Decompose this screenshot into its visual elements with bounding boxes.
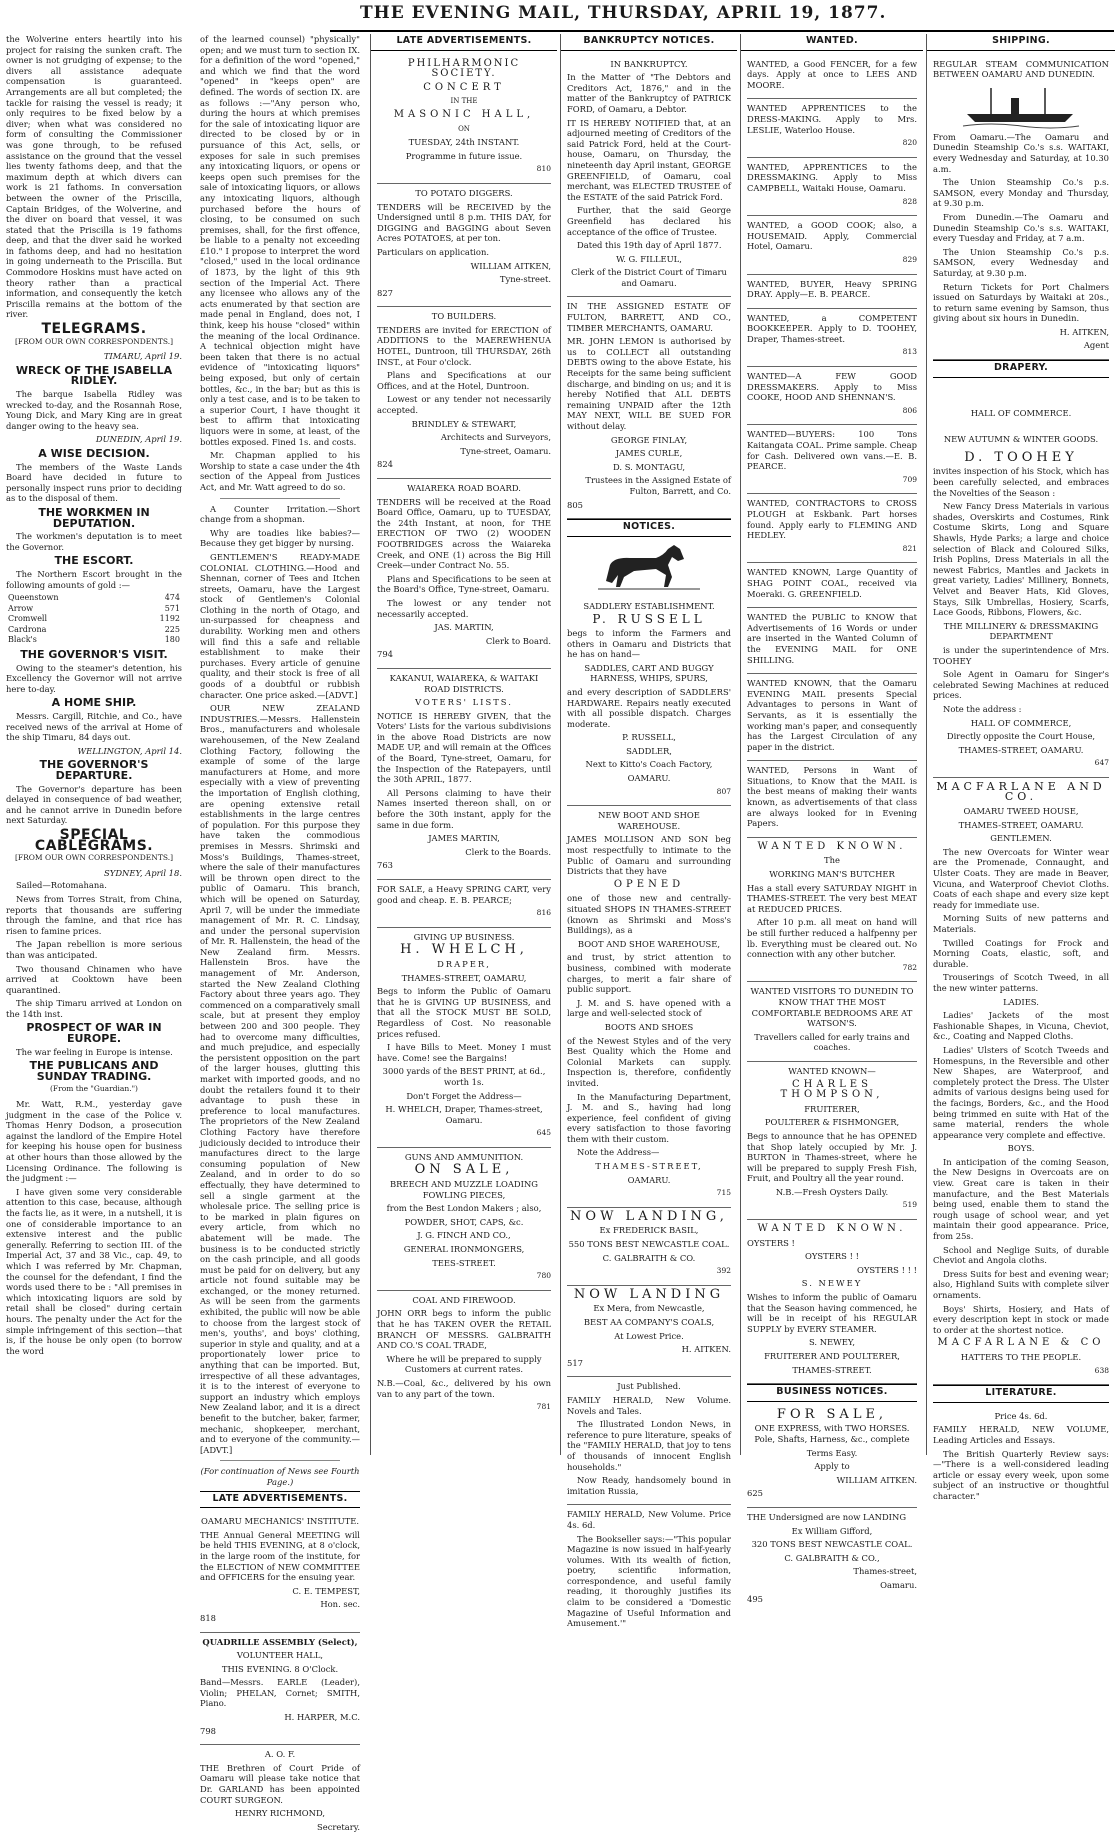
article-text: OUR NEW ZEALAND INDUSTRIES.—Messrs. Hallenstein Bros., manufacturers and wholesale warehousemen, of the New Zealand Clothing Factory, following the example of some of the large manufacturers at Home, and more especially with a view of preventing the importation of English clothing, are opening extensive retail establishments in the large centres of population. For this purpose they have taken the commodious premises in Messrs. Shrimski and Moss's Buildings, Thames-street, where the sale of their manufactures will be thrown open direct to the public of Oamaru. This branch, which will be opened on Saturday, April 7, will be under the immediate management of Mr. R. C. Lindsay, and under the personal supervision of Mr. R. Hallenstein, the head of the New Zealand firm. Messrs. Hallenstein Bros. have the management of Mr. Anderson, started the New Zealand Clothing Factory about three years ago. They commenced on a comparatively small scale, but at present they employ between 200 and 300 people. They had to overcome many difficulties, and much prejudice, and especially the persistent opposition on the part of the larger houses, glutting this market with imported goods, and no doubt the retailers found it to their advantage to push these in preference to local manufactures. The proprietors of the New Zealand Clothing Factory have therefore judiciously decided to introduce their manufactures direct to the large consuming population of New Zealand, and in order to do so effectually, they have determined to sell a single garment at the wholesale price. The selling price is to be marked in plain figures on every article, from which no abatement will be made. The business is to be conducted strictly on the cash principle, and all goods must be paid for on delivery, but any article not found suitable may be exchanged, or the money returned. As will be seen from the garments exhibited, the public will now be able to choose from the largest stock of men's, youths', and boys' clothing, superior in style and quality, and at a proportionately lower price to anything that can be imported. But, irrespective of all these advantages, it is to the interest of everyone to support an industry which employs New Zealand labor, and it is a direct benefit to the butcher, baker, farmer, mechanic, shopkeeper, merchant, and to everyone of the community.—[ADVT.] (200, 703, 360, 1455)
section-heading: DRAPERY. (933, 360, 1109, 378)
table-row: Queenstown 474 (8, 593, 180, 603)
advertisement: HALL OF COMMERCE. NEW AUTUMN & WINTER GOODS. D. TOOHEY invites inspection of his Stock, which has been carefully selected, and embraces the Novelties of the Season : New Fancy Dress Materials in various shades, Overskirts and Costumes, Rink Costume Skirts, Long and Square Shawls, Hyde Parks; a large and choice selection of Black and Coloured Silks, Irish Poplins, Dress Materials in all the newest Fabrics, Mantles and Jackets in great variety, Ladies' Millinery, Bonnets, Velvet and Beaver Hats, Kid Gloves, Stays, Silk Umbrellas, Hosiery, Scarfs, Lace Goods, Ribbons, Flowers, &c. THE MILLINERY & DRESSMAKING DEPARTMENT is under the superintendence of Mrs. TOOHEY Sole Agent in Oamaru for Singer's celebrated Sewing Machines at reduced prices. Note the address : HALL OF COMMERCE, Directly opposite the Court House, THAMES-STREET, OAMARU. 647 (933, 382, 1109, 778)
article-text: The barque Isabella Ridley was wrecked to-day, and the Rosannah Rose, Young Dick, and Mary King are in great danger owing to the heavy sea. (6, 389, 182, 431)
headline: THE GOVERNOR'S DEPARTURE. (39, 758, 149, 782)
advertisement: WANTED KNOWN. The WORKING MAN'S BUTCHER Has a stall every SATURDAY NIGHT in THAMES-STREET. The very best MEAT at REDUCED PRICES. After 10 p.m. all meat on hand will be still further reduced a halfpenny per lb. Everything must be cleared out. No connection with any other butcher. 782 (747, 838, 917, 983)
escort-gold-table (6, 593, 182, 646)
section-heading: WANTED. (741, 34, 923, 51)
advertisement: COAL AND FIREWOOD. JOHN ORR begs to inform the public that he has TAKEN OVER the RETAIL BRANCH OF MESSRS. GALBRAITH AND CO.'S COAL TRADE, Where he will be prepared to supply Customers at current rates. N.B.—Coal, &c., delivered by his own van to any part of the town. 781 (377, 1294, 551, 1412)
article-text: The war feeling in Europe is intense. (16, 1046, 173, 1057)
advertisement: KAKANUI, WAIAREKA, & WAITAKI ROAD DISTRICTS. VOTERS' LISTS. NOTICE IS HEREBY GIVEN, that the Voters' Lists for the various subdivisions in the above Road Districts are now MADE UP, and will remain at the Offices of the Board, Tyne-street, Oamaru, for the Inspection of the Ratepayers, until the 30th APRIL, 1877. All Persons claiming to have their Names inserted thereon shall, on or before the 30th instant, apply for the same in due form. JAMES MARTIN, Clerk to the Boards. 763 (377, 669, 551, 880)
advertisement: NOW LANDING Ex Mera, from Newcastle, BEST AA COMPANY'S COALS, At Lowest Price. H. AITKEN. 517 (567, 1286, 731, 1378)
advertisement: WANTED VISITORS TO DUNEDIN TO KNOW THAT THE MOST COMFORTABLE BEDROOMS ARE AT WATSON'S. Travellers called for early trains and coaches. (747, 982, 917, 1062)
dateline: DUNEDIN, April 19. (95, 434, 182, 445)
section-heading: SHIPPING. (927, 34, 1115, 51)
steamship-icon (961, 84, 1081, 128)
divider (220, 1460, 340, 1461)
article-text: Mr. Watt, R.M., yesterday gave judgment in the case of the Police v. Thomas Henry Dodson, a prosecution against the landlord of the Empire Hotel for keeping his house open for business at other hours than those allowed by the Licensing Ordinance. The following is the judgment :— (6, 1099, 182, 1184)
headline: WRECK OF THE ISABELLA RIDLEY. (15, 363, 173, 388)
article-text: Messrs. Cargill, Ritchie, and Co., have received news of the arrival at Home of the ship Timaru, 84 days out. (6, 711, 182, 743)
section-heading: BUSINESS NOTICES. (747, 1384, 917, 1402)
masthead-rule (330, 30, 1114, 32)
advertisement: WANTED, APPRENTICES to the DRESSMAKING. Apply to Miss CAMPBELL, Waitaki House, Oamaru. 828 (747, 158, 917, 216)
headline: THE PUBLICANS AND SUNDAY TRADING. (29, 1059, 159, 1083)
advertisement: WANTED APPRENTICES to the DRESS-MAKING. Apply to Mrs. LESLIE, Waterloo House. 820 (747, 99, 917, 157)
article-text: I have given some very considerable attention to this case, because, although the facts lie, as it were, in a nutshell, it is one of considerable importance to an extensive interest and the public generally. Referring to section III. of the Imperial Act, 37 and 38 Vic., cap. 49, to which I was referred by Mr. Chapman, the counsel for the defendant, I find the words used there to be : "All premises in which intoxicating liquors are sold by retail shall be closed" during certain hours. The penalty under the Act for the simple infringement of this section—that is, if the house be only open (to borrow the word (6, 1186, 182, 1356)
article-text: Why are toadies like babies?—Because they get bigger by nursing. (200, 527, 360, 549)
own-correspondents: [FROM OUR OWN CORRESPONDENTS.] (14, 336, 174, 346)
cablegrams-heading: SPECIAL CABLEGRAMS. (34, 826, 154, 854)
advertisement: NOW LANDING, Ex FREDERICK BASIL, 550 TONS BEST NEWCASTLE COAL. C. GALBRAITH & CO. 392 (567, 1208, 731, 1286)
section-heading: NOTICES. (567, 519, 731, 537)
advertisement: IN THE ASSIGNED ESTATE OF FULTON, BARRETT, AND CO., TIMBER MERCHANTS, OAMARU. MR. JOHN LEMON is authorised by us to COLLECT all outstanding DEBTS owing to the above Estate, his Receipts for the same being sufficient discharge, and binding on us; and it is hereby Notified that ALL DEBTS remaining UNPAID after the 12th MAY NEXT, WILL BE SUED FOR without delay. GEORGE FINLAY, JAMES CURLE, D. S. MONTAGU, Trustees in the Assigned Estate of Fulton, Barrett, and Co. 805 (567, 297, 731, 519)
advertisement: WANTED KNOWN, that the Oamaru EVENING MAIL presents Special Advantages to persons in Want of Servants, as it is essentially the working man's paper, and consequently has the Largest Circulation of any paper in the district. (747, 674, 917, 761)
article-text: GENTLEMEN'S READY-MADE COLONIAL CLOTHING.—Hood and Shennan, corner of Tees and Itchen streets, Oamaru, have the Largest stock of Gentlemen's Colonial Clothing in the north of Otago, and un-surpassed for cheapness and durability. Working men and others will find this a safe and reliable establishment to make their purchases. Every article of genuine quality, and their stock is free of all goods of a doubtful or rubbish character. One price asked.—[ADVT.] (200, 551, 360, 700)
article-text: The Governor's departure has been delayed in consequence of bad weather, and he cannot arrive in Dunedin before next Saturday. (6, 783, 182, 826)
section-heading: BANKRUPTCY NOTICES. (561, 34, 737, 51)
advertisement: WANTED—BUYERS: 100 Tons Kaitangata COAL. Prime sample. Cheap for Cash. Delivered own vans.—E. B. PEARCE. 709 (747, 425, 917, 494)
headline: THE ESCORT. (54, 554, 134, 568)
dateline: TIMARU, April 19. (103, 351, 182, 362)
advertisement: MACFARLANE AND CO. OAMARU TWEED HOUSE, THAMES-STREET, OAMARU. GENTLEMEN. The new Overcoats for Winter wear are the Promenade, Connaught, and Ulster Coats. They are made in Beaver, Vicuna, and Waterproof Cheviot Cloths. Coats of each shape and every size kept ready for immediate use. Morning Suits of new patterns and Materials. Twilled Coatings for Frock and Morning Coats, elastic, soft, and durable. Trouserings of Scotch Tweed, in all the new winter patterns. LADIES. Ladies' Jackets of the most Fashionable Shapes, in Vicuna, Cheviot, &c., Coating and Napped Cloths. Ladies' Ulsters of Scotch Tweeds and Homespuns, in the Reversible and other New Shapes, are Waterproof, and completely protect the Dress. The Ulster admits of various designs being used for the facings, Borders, &c., and the Hood being trimmed en suite with Hat of the same material, renders the whole appearance very complete and effective. BOYS. In anticipation of the coming Season, the New Designs in Overcoats are on view. Great care is taken in their manufacture, and the Best Materials being used, enable them to stand the rough usage of school wear, and yet maintain their good appearance. Price, from 25s. School and Neglige Suits, of durable Cheviot and Angola cloths. Dress Suits for best and evening wear; also, Highland Suits with complete silver ornaments. Boys' Shirts, Hosiery, and Hats of every description kept in stock or made to order at the shortest notice. MACFARLANE & CO HATTERS TO THE PEOPLE. 638 (933, 778, 1109, 1385)
advertisement: A. O. F. THE Brethren of Court Pride of Oamaru will please take notice that Dr. GARLAND has been appointed COURT SURGEON. HENRY RICHMOND, Secretary. (200, 1749, 360, 1832)
advertisement: PHILHARMONIC SOCIETY. CONCERT IN THE MASONIC HALL, ON TUESDAY, 24th INSTANT. Programme in future issue. 810 (377, 55, 551, 184)
source-credit: (From the "Guardian.") (50, 1084, 138, 1094)
table-row: Cardrona 225 (8, 624, 180, 634)
section-heading: LITERATURE. (933, 1385, 1109, 1403)
advertisement: WANTED—A FEW GOOD DRESSMAKERS. Apply to Miss COOKE, HOOD AND SHENNAN'S. 806 (747, 367, 917, 425)
own-correspondents: [FROM OUR OWN CORRESPONDENTS.] (14, 853, 174, 863)
advertisement: WANTED KNOWN— CHARLES THOMPSON, FRUITERER, POULTERER & FISHMONGER, Begs to announce that he has OPENED that Shop lately occupied by Mr. J. BURTON in Thames-street, where he will be prepared to supply Fresh Fish, Fruit, and Poultry all the year round. N.B.—Fresh Oysters Daily. 519 (747, 1062, 917, 1220)
advertisement: GIVING UP BUSINESS. H. WHELCH, DRAPER, THAMES-STREET, OAMARU, Begs to inform the Public of Oamaru that he is GIVING UP BUSINESS, and that all the STOCK MUST BE SOLD, Regardless of Cost. No reasonable prices refused. I have Bills to Meet. Money I must have. Come! see the Bargains! 3000 yards of the BEST PRINT, at 6d., worth 1s. Don't Forget the Address— H. WHELCH, Draper, Thames-street, Oamaru. 645 (377, 928, 551, 1148)
article-text: News from Torres Strait, from China, reports that thousands are suffering through the famine, and that rice has risen to famine prices. (6, 893, 182, 936)
horse-icon (594, 541, 704, 593)
column-2 (194, 34, 366, 1832)
advertisement: WAIAREKA ROAD BOARD. TENDERS will be received at the Road Board Office, Oamaru, up to TUESDAY, the 24th Instant, at noon, for THE ERECTION OF TWO (2) WOODEN FOOTBRIDGES across the Waiareka Creek, and ONE (1) across the Big Hill Creek—under Contract No. 55. Plans and Specifications to be seen at the Board's Office, Tyne-street, Oamaru. The lowest or any tender not necessarily accepted. JAS. MARTIN, Clerk to Board. 794 (377, 479, 551, 669)
advertisement: WANTED, a GOOD COOK; also, a HOUSEMAID. Apply, Commercial Hotel, Oamaru. 829 (747, 216, 917, 274)
advertisement: WANTED, a Good FENCER, for a few days. Apply at once to LEES AND MOORE. (747, 55, 917, 100)
advertisement: Just Published. FAMILY HERALD, New Volume. Novels and Tales. The Illustrated London News, in reference to pure literature, speaks of the "FAMILY HERALD, that joy to tens of thousands of innocent English households." Now Ready, handsomely bound in imitation Russia, (567, 1377, 731, 1505)
advertisement: NEW BOOT AND SHOE WAREHOUSE. JAMES MOLLISON AND SON beg most respectfully to intimate to the Public of Oamaru and surrounding Districts that they have OPENED one of those new and centrally-situated SHOPS IN THAMES-STREET (known as Shrimski and Moss's Buildings), as a BOOT AND SHOE WAREHOUSE, and trust, by strict attention to business, combined with moderate charges, to merit a fair share of public support. J. M. and S. have opened with a large and well-selected stock of BOOTS AND SHOES of the Newest Styles and of the very Best Quality which the Home and Colonial Markets can supply. Inspection is, therefore, confidently invited. In the Manufacturing Department, J. M. and S., having had long experience, feel confident of giving every satisfaction to those favoring them with their custom. Note the Address— THAMES-STREET, OAMARU. 715 (567, 806, 731, 1208)
advertisement: OAMARU MECHANICS' INSTITUTE. THE Annual General MEETING will be held THIS EVENING, at 8 o'clock, in the large room of the institute, for the ELECTION of NEW COMMITTEE and OFFICERS for the ensuing year. C. E. TEMPEST, Hon. sec. 818 (200, 1512, 360, 1632)
dateline: WELLINGTON, April 14. (77, 745, 182, 756)
headline: THE GOVERNOR'S VISIT. (20, 648, 168, 662)
advertisement: WANTED KNOWN. OYSTERS ! OYSTERS ! ! OYSTERS ! ! ! S. NEWEY Wishes to inform the public of Oamaru that the Season having commenced, he will be in receipt of his REGULAR SUPPLY by EVERY STEAMER. S. NEWEY, FRUITERER AND POULTERER, THAMES-STREET. (747, 1220, 917, 1384)
column-6 (926, 34, 1115, 1501)
headline: PROSPECT OF WAR IN EUROPE. (26, 1021, 162, 1046)
article-text: The workmen's deputation is to meet the Governor. (6, 531, 182, 552)
advertisement: WANTED, Persons in Want of Situations, to Know that the MAIL is the best means of making their wants known, as advertisements of that class are always looked for in Evening Papers. (747, 761, 917, 838)
table-row: Arrow 571 (8, 603, 180, 613)
advertisement: GUNS AND AMMUNITION. ON SALE, BREECH AND MUZZLE LOADING FOWLING PIECES, from the Best London Makers ; also, POWDER, SHOT, CAPS, &c. J. G. FINCH AND CO., GENERAL IRONMONGERS, TEES-STREET. 780 (377, 1148, 551, 1291)
wolverine-article: the Wolverine enters heartily into his project for raising the sunken craft. The owner is not grudging of expense; to the divers all assistance adequate compensation is guaranteed. Arrangements are all but completed; the tackle for raising the vessel is ready; it only requires to be fixed below by a diver; when what was considered no form of consulting the Commissioner was gone through, to be refused assistance on the ground that the vessel lies twenty fathoms deep, and that the maximum depth at which divers can work is 21 fathoms. In conversation between the owner of the Priscilla, Captain Bridges, of the Wolverine, and the diver on board that vessel, it was stated that the Priscilla is 19 fathoms deep, and that the diver said he worked in fathoms deep, and had no hesitation in going underneath to the Priscilla. But Commodore Hoskins must have acted on theory rather than a practical information, and consequently the ketch Priscilla remains at the bottom of the river. (6, 34, 182, 320)
newspaper-title: THE EVENING MAIL, THURSDAY, APRIL 19, 1877. (360, 3, 887, 23)
advertisement: IN BANKRUPTCY. In the Matter of "The Debtors and Creditors Act, 1876," and in the matter of the Bankruptcy of PATRICK FORD, of Oamaru, a Debtor. IT IS HEREBY NOTIFIED that, at an adjourned meeting of Creditors of the said Patrick Ford, held at the Court-house, Oamaru, on Thursday, the nineteenth day April instant, GEORGE GREENFIELD, of Oamaru, coal merchant, was ELECTED TRUSTEE of the ESTATE of the said Patrick Ford. Further, that the said George Greenfield has declared his acceptance of the office of Trustee. Dated this 19th day of April 1877. W. G. FILLEUL, Clerk of the District Court of Timaru and Oamaru. (567, 55, 731, 298)
advertisement: FOR SALE, a Heavy SPRING CART, very good and cheap. E. B. PEARCE; 816 (377, 880, 551, 928)
article-text: Sailed—Rotomahana. (16, 880, 107, 891)
advertisement: REGULAR STEAM COMMUNICATION BETWEEN OAMARU AND DUNEDIN. From Oamaru.—The Oamaru and Dunedin Steamship Co.'s s.s. WAITAKI, every Wednesday and Saturday, at 10.30 a.m. The Union Steamship Co.'s p.s. SAMSON, every Monday and Thursday, at 9.30 p.m. From Dunedin.—The Oamaru and Dunedin Steamship Co.'s s.s. WAITAKI, every Tuesday and Friday, at 7 a.m. The Union Steamship Co.'s p.s. SAMSON, every Wednesday and Saturday, at 9.30 p.m. Return Tickets for Port Chalmers issued on Saturdays by Waitaki at 20s., to return same evening by Samson, thus giving about six hours in Dunedin. H. AITKEN, Agent (933, 55, 1109, 360)
headline: THE WORKMEN IN DEPUTATION. (38, 505, 150, 530)
advertisement: WANTED, a COMPETENT BOOKKEEPER. Apply to D. TOOHEY, Draper, Thames-street. 813 (747, 309, 917, 367)
article-text: Owing to the steamer's detention, his Excellency the Governor will not arrive here to-day. (6, 662, 182, 694)
table-row: Cromwell 1192 (8, 614, 180, 624)
advertisement: FAMILY HERALD, New Volume. Price 4s. 6d. The Bookseller says:—"This popular Magazine is now issued in half-yearly volumes. With its wealth of fiction, poetry, scientific information, correspondence, and useful family reading, it thoroughly justifies its claim to be considered a 'Domestic Magazine of Useful Information and Amusement.'" (567, 1509, 731, 1629)
article-text: Mr. Chapman applied to his Worship to state a case under the 4th section of the Appeal from Justices Act, and Mr. Watt agreed to do so. (200, 450, 360, 492)
table-row: Black's 180 (8, 635, 180, 645)
advertisement: THE Undersigned are now LANDING Ex William Gifford, 320 TONS BEST NEWCASTLE COAL. C. GALBRAITH & CO., Thames-street, Oamaru. 495 (747, 1511, 917, 1604)
advertisement: WANTED, CONTRACTORS to CROSS PLOUGH at Eskbank. Part horses found. Apply early to FLEMING AND HEDLEY. 821 (747, 494, 917, 563)
advertisement: WANTED, BUYER, Heavy SPRING DRAY. Apply—E. B. PEARCE. (747, 275, 917, 309)
headline: A WISE DECISION. (38, 446, 150, 460)
column-3 (370, 34, 557, 1455)
article-text: The members of the Waste Lands Board have decided in future to personally inspect runs prior to deciding as to the disposal of them. (6, 461, 182, 504)
section-heading: LATE ADVERTISEMENTS. (371, 34, 557, 51)
dateline: SYDNEY, April 18. (104, 867, 182, 878)
article-text: The ship Timaru arrived at London on the 14th inst. (6, 998, 182, 1019)
advertisement: TO POTATO DIGGERS. TENDERS will be RECEIVED by the Undersigned until 8 p.m. THIS DAY, for DIGGING and BAGGING about Seven Acres POTATOES, at per ton. Particulars on application. WILLIAM AITKEN, Tyne-street. 827 (377, 184, 551, 307)
continuation-note: (For continuation of News see Fourth Page.) (200, 1466, 360, 1487)
article-text: The Northern Escort brought in the following amounts of gold :— (6, 568, 182, 590)
advertisement: SADDLERY ESTABLISHMENT. P. RUSSELL begs to inform the Farmers and others in Oamaru and Districts that he has on hand— SADDLES, CART AND BUGGY HARNESS, WHIPS, SPURS, and every description of SADDLERS' HARDWARE. Repairs neatly executed with all possible dispatch. Charges moderate. P. RUSSELL, SADDLER, Next to Kitto's Coach Factory, OAMARU. 807 (567, 597, 731, 807)
advertisement: QUADRILLE ASSEMBLY (Select), VOLUNTEER HALL, THIS EVENING. 8 O'Clock. Band—Messrs. EARLE (Leader), Violin; PHELAN, Cornet; SMITH, Piano. H. HARPER, M.C. 798 (200, 1633, 360, 1746)
advertisement: FOR SALE, ONE EXPRESS, with TWO HORSES. Pole, Shafts, Harness, &c., complete Terms Easy. Apply to WILLIAM AITKEN. 625 (747, 1406, 917, 1508)
advertisement: TO BUILDERS. TENDERS are invited for ERECTION of ADDITIONS to the MAEREWHENUA HOTEL, Duntroon, till THURSDAY, 26th INST., at Four o'clock. Plans and Specifications at our Offices, and at the Hotel, Duntroon. Lowest or any tender not necessarily accepted. BRINDLEY & STEWART, Architects and Surveyors, Tyne-street, Oamaru. 824 (377, 307, 551, 479)
telegrams-heading: TELEGRAMS. (41, 321, 147, 338)
advertisement: WANTED KNOWN, Large Quantity of SHAG POINT COAL, received via Moeraki. G. GREENFIELD. (747, 563, 917, 608)
article-text: The Japan rebellion is more serious than was anticipated. (6, 939, 182, 960)
column-5 (740, 34, 923, 1604)
column-4 (560, 34, 737, 1629)
headline: A HOME SHIP. (51, 696, 137, 710)
article-text: Two thousand Chinamen who have arrived at Cooktown have been quarantined. (6, 963, 182, 995)
article-text: A Counter Irritation.—Short change from a shopman. (200, 503, 360, 525)
column-1 (0, 34, 188, 1455)
advertisement: WANTED the PUBLIC to KNOW that Advertisements of 16 Words or under are inserted in the Wanted Column of the EVENING MAIL for ONE SHILLING. (747, 608, 917, 674)
section-heading: LATE ADVERTISEMENTS. (200, 1491, 360, 1509)
divider (220, 498, 340, 499)
article-text: of the learned counsel) "physically" open; and we must turn to section IX. for a definition of the word "opened," and which we find that the word "opened" in "keeps open" are defined. The words of section IX. are as follows :—"Any person who, during the hours at which premises for the sale of intoxicating liquor are directed to be closed by or in pursuance of this Act, sells, or exposes for sale in such premises any intoxicating liquors, or opens or keeps open such premises for the sale of intoxicating liquors, or allows any intoxicating liquors, although purchased before the hours of closing, to be consumed on such premises, shall, for the first offence, be liable to a penalty not exceeding £10." I propose to interpret the word "closed," used in the local ordinance of 1873, by the light of this 9th section of the Imperial Act. There any licensee who allows any of the acts enumerated by that section are made penal in England, does not, I think, keep his house "closed" within the meaning of the local Ordinance. A technical objection might have been taken that there is no actual evidence of "intoxicating liquors" being exposed, but only of certain bottles, &c., in the bar; but as this is only a test case, and is to be taken to a superior Court, I have thought it best to affirm that intoxicating liquors were in some, at least, of the bottles exposed. Fined 1s. and costs. (200, 34, 361, 447)
advertisement: Price 4s. 6d. FAMILY HERALD, NEW VOLUME, Leading Articles and Essays. The British Quarterly Review says:—"There is a well-considered leading article or essay every week, upon some subject of an instructive or thoughtful character." (933, 1410, 1109, 1501)
